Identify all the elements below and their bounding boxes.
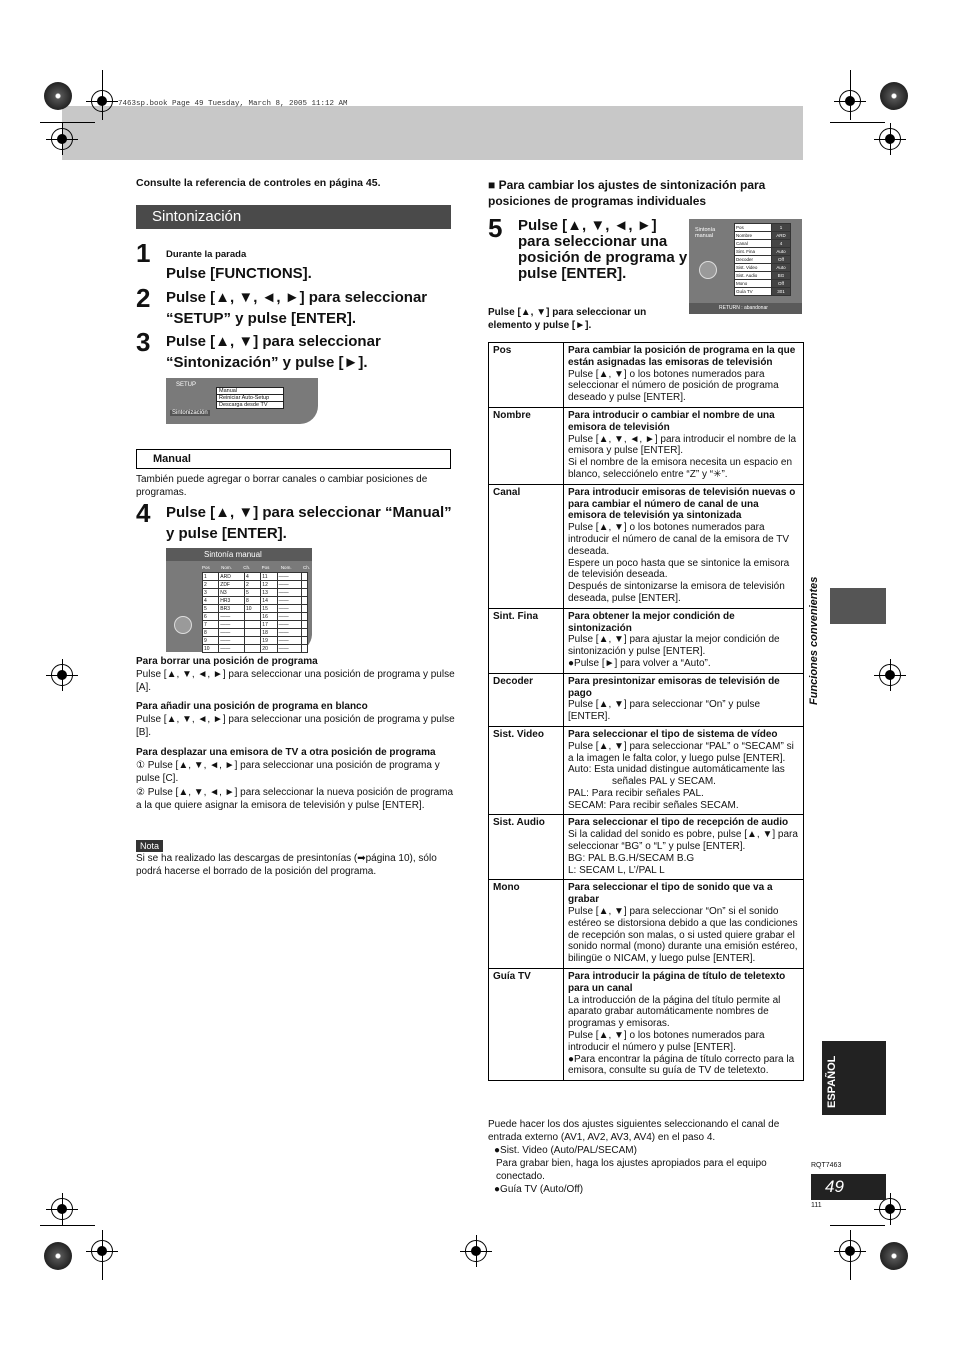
tuning-detail-screen (689, 219, 802, 314)
channel-cell (302, 629, 308, 637)
channel-cell: 14 (261, 597, 277, 605)
channel-row[interactable] (203, 589, 308, 597)
channel-cell: —— (277, 629, 302, 637)
channel-cell: 13 (261, 589, 277, 597)
step-number: 3 (136, 327, 151, 357)
settings-description (564, 608, 804, 673)
settings-description (564, 815, 804, 880)
settings-row (489, 484, 804, 608)
settings-line: BG: PAL B.G.H/SECAM B.G (568, 852, 695, 864)
channel-cell (302, 645, 308, 653)
channel-cell: 19 (261, 637, 277, 645)
detail-grid (734, 223, 791, 296)
crop-mark (830, 122, 885, 123)
channel-row[interactable] (203, 605, 308, 613)
channel-cell: —— (277, 605, 302, 613)
settings-row (489, 880, 804, 969)
settings-description (564, 343, 804, 408)
crosshair-mark (51, 1198, 73, 1220)
manual-box: Manual (136, 449, 451, 469)
setting-name: Sist. Audio (735, 272, 772, 280)
registration-disc (44, 1242, 72, 1270)
channel-row[interactable] (203, 629, 308, 637)
channel-row[interactable] (203, 613, 308, 621)
crosshair-mark (51, 664, 73, 686)
channel-cell: —— (219, 637, 245, 645)
crosshair-mark (879, 664, 901, 686)
small-page-number: 111 (811, 1202, 822, 1209)
page-number: 49 (811, 1174, 886, 1200)
desplazar-title: Para desplazar una emisora de TV a otra posición de programa (136, 747, 436, 758)
menu-item: Reiniciar Auto-Setup (217, 395, 283, 402)
crop-mark (850, 1230, 851, 1280)
settings-row (489, 726, 804, 815)
settings-line: Si el nombre de la emisora necesita un espacio en blanco, selecciónelo entre “Z” y “✳”. (568, 457, 793, 480)
channel-cell: —— (277, 645, 302, 653)
channel-row[interactable] (203, 637, 308, 645)
header-band (62, 106, 803, 160)
settings-heading: Para introducir o cambiar el nombre de una emisora de televisión (568, 409, 775, 433)
manual-tuning-screen (166, 548, 312, 652)
settings-key: Nombre (489, 407, 564, 484)
channel-cell: HR3 (219, 597, 245, 605)
channel-cell: —— (277, 597, 302, 605)
channel-cell: 11 (261, 573, 277, 581)
registration-disc (880, 82, 908, 110)
channel-cell: 10 (203, 645, 219, 653)
channel-cell: 2 (203, 581, 219, 589)
channel-cell: 3 (203, 589, 219, 597)
setting-name: Guía TV (735, 288, 772, 296)
crop-mark (40, 122, 95, 123)
channel-cell: 20 (261, 645, 277, 653)
channel-cell: BR3 (219, 605, 245, 613)
book-info-line: 7463sp.book Page 49 Tuesday, March 8, 2005 11:12 AM (118, 100, 348, 108)
settings-description (564, 673, 804, 726)
crosshair-mark (51, 128, 73, 150)
model-number: RQT7463 (811, 1162, 842, 1169)
screen-title: Sintonía manual (166, 548, 312, 561)
step-number: 5 (488, 213, 503, 243)
settings-line: Pulse [▲, ▼] o los botones numerados para introducir el número y pulse [ENTER]. (568, 1030, 765, 1053)
channel-cell: —— (277, 589, 302, 597)
settings-heading: Para cambiar la posición de programa en la que están asignadas las emisoras de televisión (568, 345, 796, 368)
channel-cell (302, 605, 308, 613)
manual-description: También puede agregar o borrar canales o cambiar posiciones de programas. (136, 474, 428, 499)
col-header: Ch. (243, 565, 251, 570)
settings-heading: Para presintonizar emisoras de televisión de pago (568, 675, 780, 699)
channel-cell (245, 613, 261, 621)
setting-name: Sint. Fina (735, 248, 772, 256)
channel-cell: 1 (203, 573, 219, 581)
nota-text: Si se ha realizado las descargas de presintonías (➡página 10), sólo podrá hacerse el borrado de la posición del programa. (136, 853, 437, 878)
channel-row[interactable] (203, 597, 308, 605)
settings-line: Pulse [▲, ▼] para ajustar la mejor condición de sintonización y pulse [ENTER]. (568, 634, 780, 658)
section-title: Sintonización (136, 205, 451, 229)
channel-cell (302, 573, 308, 581)
anadir-title: Para añadir una posición de programa en blanco (136, 701, 368, 712)
step-number: 1 (136, 238, 151, 268)
setting-name: Nombre (735, 232, 772, 240)
settings-row (489, 608, 804, 673)
registration-disc (44, 82, 72, 110)
setting-name: Decoder (735, 256, 772, 264)
settings-table (488, 342, 804, 1081)
settings-key: Sint. Fina (489, 608, 564, 673)
channel-cell: N3 (219, 589, 245, 597)
setting-value: ARD (772, 232, 791, 240)
bottom-note-3: Para grabar bien, haga los ajustes apropiados para el equipo conectado. (496, 1158, 767, 1183)
crosshair-mark (465, 1240, 487, 1262)
setting-value: Off (772, 256, 791, 264)
settings-line: ●Pulse [►] para volver a “Auto”. (568, 657, 711, 669)
settings-heading: Para obtener la mejor condición de sintonización (568, 610, 735, 634)
channel-cell: 4 (245, 573, 261, 581)
setting-row[interactable] (735, 224, 791, 232)
channel-cell: —— (277, 581, 302, 589)
settings-row (489, 673, 804, 726)
col-header: Pos (202, 565, 210, 570)
step-condition: Durante la parada (166, 249, 247, 260)
settings-line: Pulse [▲, ▼] para seleccionar “On” si el sonido estéreo se distorsiona debido a que las condiciones de recepción son malas, o si usted quiere grabar el sonido normal (mono) durante una emisión estéreo, bilingüe o NICAM, y luego pulse [ENTER]. (568, 906, 798, 965)
channel-cell: 5 (245, 589, 261, 597)
settings-line: Pulse [▲, ▼] o los botones numerados para seleccionar el número de posición de programa deseado y pulse [ENTER]. (568, 368, 779, 404)
settings-description (564, 969, 804, 1081)
channel-cell (302, 613, 308, 621)
settings-description (564, 407, 804, 484)
channel-cell: 4 (203, 597, 219, 605)
col-header: Ch. (302, 565, 310, 570)
desplazar-step-2: ② Pulse [▲, ▼, ◄, ►] para seleccionar la nueva posición de programa a la que quiere asignar la emisora de televisión y pulse [ENTER]. (136, 787, 454, 812)
settings-line: La introducción de la página del título permite al aparato grabar automáticamente nombres de programas y emisoras. (568, 994, 781, 1030)
settings-heading: Para seleccionar el tipo de recepción de audio (568, 817, 789, 829)
settings-line: L: SECAM L, L’/PAL L (568, 864, 665, 876)
channel-cell: ZDF (219, 581, 245, 589)
setup-label: SETUP (176, 382, 197, 388)
col-header: Nom. (280, 565, 292, 570)
settings-heading: Para seleccionar el tipo de sonido que va a grabar (568, 882, 773, 906)
dpad-icon (699, 261, 717, 279)
registration-disc (880, 1242, 908, 1270)
settings-heading: Para introducir emisoras de televisión nuevas o para cambiar el número de canal de una emisora de televisión ya sintonizada (568, 486, 796, 522)
channel-cell: —— (277, 637, 302, 645)
channel-cell (245, 645, 261, 653)
settings-line: Espere un poco hasta que se sintonice la emisora de televisión deseada. (568, 557, 790, 581)
setting-value: Auto (772, 248, 791, 256)
channel-cell: —— (219, 613, 245, 621)
settings-line: Auto: Esta unidad distingue automáticamente las señales PAL y SECAM. (568, 764, 785, 788)
bottom-note-2: ●Sist. Video (Auto/PAL/SECAM) (494, 1145, 637, 1156)
bottom-note-4: ●Guía TV (Auto/Off) (494, 1184, 584, 1195)
channel-row[interactable] (203, 581, 308, 589)
screen-footer: RETURN : abandonar (689, 303, 802, 314)
settings-key: Mono (489, 880, 564, 969)
channel-cell (302, 637, 308, 645)
crop-mark (850, 70, 851, 120)
settings-line: PAL: Para recibir señales PAL. (568, 787, 704, 799)
setting-row[interactable] (735, 280, 791, 288)
crop-mark (102, 1230, 103, 1280)
channel-cell: 8 (203, 629, 219, 637)
setting-value: 1 (772, 224, 791, 232)
step5-sub: Pulse [▲, ▼] para seleccionar un elemento y pulse [►]. (488, 307, 647, 332)
setting-name: Mono (735, 280, 772, 288)
channel-cell (302, 589, 308, 597)
nota-badge: Nota (136, 840, 163, 852)
settings-line: SECAM: Para recibir señales SECAM. (568, 799, 739, 811)
settings-line: Pulse [▲, ▼] para seleccionar “On” y pulse [ENTER]. (568, 699, 761, 723)
channel-row[interactable] (203, 621, 308, 629)
channel-cell: —— (219, 629, 245, 637)
channel-cell: 18 (261, 629, 277, 637)
setting-row[interactable] (735, 256, 791, 264)
channel-cell: 10 (245, 605, 261, 613)
settings-row (489, 969, 804, 1081)
channel-cell: 6 (203, 613, 219, 621)
channel-cell: —— (277, 613, 302, 621)
crop-mark (102, 70, 103, 120)
anadir-text: Pulse [▲, ▼, ◄, ►] para seleccionar una posición de programa y pulse [B]. (136, 714, 455, 739)
chapter-label: Funciones convenientes (808, 576, 820, 705)
setting-name: Sist. Video (735, 264, 772, 272)
settings-line: Pulse [▲, ▼, ◄, ►] para introducir el nombre de la emisora y pulse [ENTER]. (568, 433, 797, 457)
setting-row[interactable] (735, 240, 791, 248)
settings-row (489, 343, 804, 408)
crop-mark (830, 1225, 885, 1226)
settings-line: Después de sintonizarse la emisora de televisión deseada, pulse [ENTER]. (568, 581, 785, 604)
channel-cell (245, 637, 261, 645)
setting-value: BG (772, 272, 791, 280)
step-title: Pulse [▲, ▼, ◄, ►] para seleccionar una posición de programa y pulse [ENTER]. (518, 217, 688, 282)
channel-cell: 7 (203, 621, 219, 629)
step-title: Pulse [▲, ▼, ◄, ►] para seleccionar “SETUP” y pulse [ENTER]. (166, 289, 428, 327)
borrar-title: Para borrar una posición de programa (136, 656, 318, 667)
screen-label: Sintonía manual (695, 227, 716, 239)
settings-row (489, 815, 804, 880)
settings-key: Canal (489, 484, 564, 608)
menu-item: Descarga desde TV (219, 402, 268, 408)
channel-cell (302, 621, 308, 629)
crosshair-mark (879, 128, 901, 150)
channel-cell (302, 581, 308, 589)
channel-cell: 17 (261, 621, 277, 629)
channel-cell: 5 (203, 605, 219, 613)
settings-line: Pulse [▲, ▼] o los botones numerados para introducir el número de canal de la emisora de TV deseada. (568, 522, 790, 557)
settings-key: Sist. Video (489, 726, 564, 815)
borrar-text: Pulse [▲, ▼, ◄, ►] para seleccionar una posición de programa y pulse [A]. (136, 669, 455, 694)
channel-row[interactable] (203, 573, 308, 581)
desplazar-step-1: ① Pulse [▲, ▼, ◄, ►] para seleccionar una posición de programa y pulse [C]. (136, 760, 440, 785)
settings-heading: Para introducir la página de título de teletexto para un canal (568, 971, 786, 994)
col-header: Pos (261, 565, 270, 570)
step-number: 2 (136, 283, 151, 313)
settings-line: Si la calidad del sonido es pobre, pulse [▲, ▼] para seleccionar “BG” o “L” y pulse [ENTER]. (568, 829, 798, 853)
setup-screen (166, 378, 318, 424)
settings-description (564, 484, 804, 608)
dpad-icon (174, 616, 192, 634)
settings-key: Guía TV (489, 969, 564, 1081)
channel-cell: 16 (261, 613, 277, 621)
setting-name: Canal (735, 240, 772, 248)
reference-line: Consulte la referencia de controles en página 45. (136, 177, 381, 189)
step-title: Pulse [▲, ▼] para seleccionar “Sintonización” y pulse [►]. (166, 333, 381, 371)
channel-cell (245, 629, 261, 637)
setting-value: 301 (772, 288, 791, 296)
channel-cell: 12 (261, 581, 277, 589)
language-label: ESPAÑOL (826, 1055, 838, 1108)
individual-settings-heading: ■ Para cambiar los ajustes de sintonización para posiciones de programas individuales (488, 178, 766, 208)
step-title: Pulse [FUNCTIONS]. (166, 265, 312, 282)
setting-value: Off (772, 280, 791, 288)
setting-row[interactable] (735, 288, 791, 296)
setup-menu (216, 387, 284, 409)
screen-headers (202, 565, 310, 570)
channel-cell: —— (219, 645, 245, 653)
crosshair-mark (879, 1198, 901, 1220)
setup-selected: Sintonización (172, 410, 208, 416)
channel-cell (245, 621, 261, 629)
settings-key: Pos (489, 343, 564, 408)
step-number: 4 (136, 498, 151, 528)
channel-cell: 2 (245, 581, 261, 589)
menu-item: Manual (217, 388, 283, 395)
channel-cell: 9 (203, 637, 219, 645)
settings-key: Sist. Audio (489, 815, 564, 880)
setting-row[interactable] (735, 248, 791, 256)
channel-cell: —— (219, 621, 245, 629)
channel-cell: 15 (261, 605, 277, 613)
settings-line: ●Para encontrar la página de título correcto para la emisora, consulte su guía de TV de teletexto. (568, 1053, 795, 1077)
setting-row[interactable] (735, 232, 791, 240)
setting-row[interactable] (735, 272, 791, 280)
channel-row[interactable] (203, 645, 308, 653)
setting-value: Auto (772, 264, 791, 272)
settings-description (564, 880, 804, 969)
bottom-note-1: Puede hacer los dos ajustes siguientes seleccionando el canal de entrada externo (AV1, AV2, AV3, AV4) en el paso 4. (488, 1119, 780, 1144)
crop-mark (40, 1225, 95, 1226)
channel-cell: —— (277, 573, 302, 581)
channel-cell (302, 597, 308, 605)
channel-cell: —— (277, 621, 302, 629)
channel-cell: 8 (245, 597, 261, 605)
settings-key: Decoder (489, 673, 564, 726)
channel-cell: ARD (219, 573, 245, 581)
setting-name: Pos (735, 224, 772, 232)
col-header: Nom. (221, 565, 232, 570)
chapter-tab (830, 588, 886, 624)
settings-row (489, 407, 804, 484)
settings-line: Pulse [▲, ▼] para seleccionar “PAL” o “SECAM” si a la imagen le falta color, y luego pulse [ENTER]. (568, 740, 794, 764)
channel-grid (202, 572, 308, 653)
setting-row[interactable] (735, 264, 791, 272)
settings-description (564, 726, 804, 815)
step-title: Pulse [▲, ▼] para seleccionar “Manual” y pulse [ENTER]. (166, 504, 452, 542)
settings-heading: Para seleccionar el tipo de sistema de vídeo (568, 728, 778, 740)
setting-value: 4 (772, 240, 791, 248)
